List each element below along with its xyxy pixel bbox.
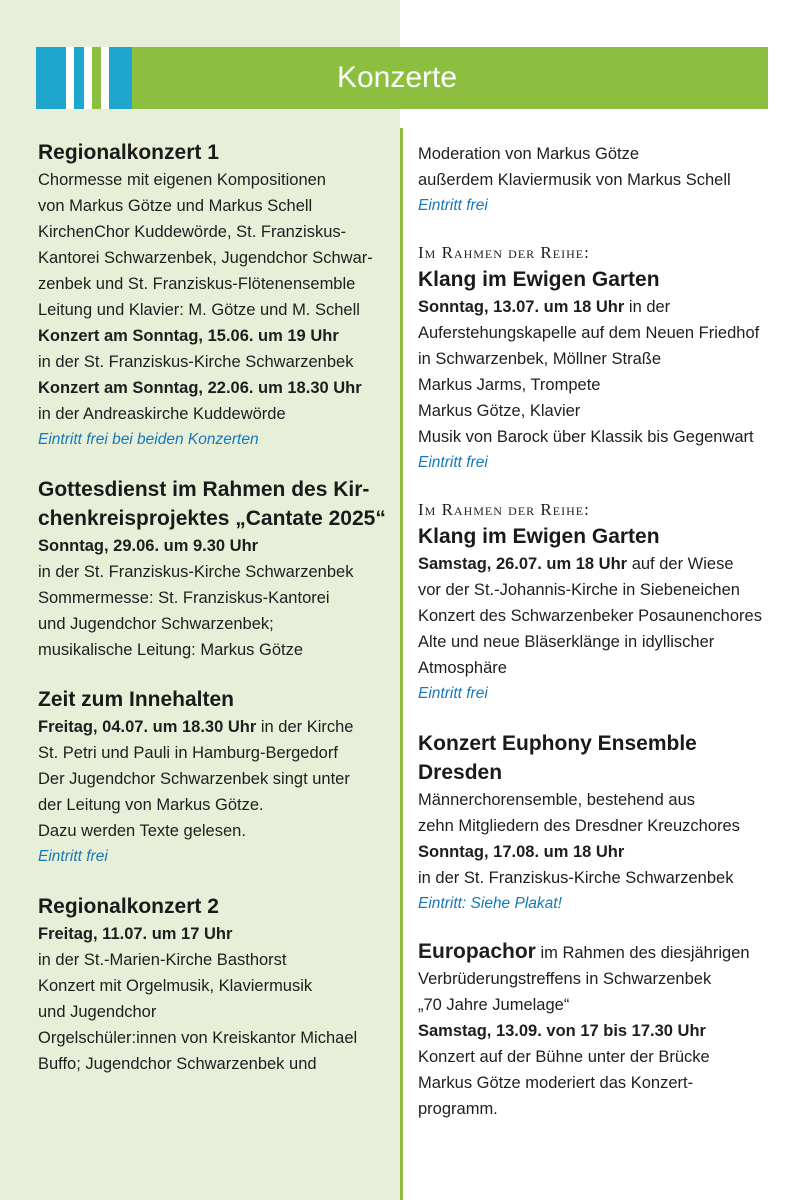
event-title: Konzert Euphony Ensemble Dresden bbox=[418, 732, 697, 784]
event-text: Orgelschüler:innen von Kreiskantor Michael bbox=[38, 1029, 358, 1047]
event-text: Leitung und Klavier: M. Götze und M. Schell bbox=[38, 301, 360, 319]
event-date: Freitag, 04.07. um 18.30 Uhr bbox=[38, 718, 257, 736]
admission-note: Eintritt frei bbox=[418, 685, 488, 702]
event-date: Samstag, 13.09. von 17 bis 17.30 Uhr bbox=[418, 1022, 706, 1040]
admission-note: Eintritt frei bei beiden Konzerten bbox=[38, 431, 259, 448]
event-text: Moderation von Markus Götze bbox=[418, 145, 640, 163]
event-text: Markus Jarms, Trompete bbox=[418, 376, 601, 394]
event-date: Samstag, 26.07. um 18 Uhr bbox=[418, 555, 628, 573]
event-date: Konzert am Sonntag, 15.06. um 19 Uhr bbox=[38, 327, 339, 345]
event-text: Männerchorensemble, bestehend aus bbox=[418, 791, 696, 809]
event-text: Buffo; Jugendchor Schwarzenbek und bbox=[38, 1055, 317, 1073]
event-title-line: chenkreisprojektes „Cantate 2025“ bbox=[38, 507, 386, 530]
event-klang-im-ewigen-garten-2 bbox=[418, 498, 778, 707]
header-stripe bbox=[109, 47, 132, 109]
event-text: programm. bbox=[418, 1100, 498, 1118]
event-text: Markus Götze, Klavier bbox=[418, 402, 581, 420]
event-text: Sommermesse: St. Franziskus-Kantorei bbox=[38, 589, 330, 607]
event-text: in Schwarzenbek, Möllner Straße bbox=[418, 350, 662, 368]
event-text: Konzert des Schwarzenbeker Posaunenchores bbox=[418, 607, 762, 625]
event-date: Freitag, 11.07. um 17 Uhr bbox=[38, 925, 233, 943]
event-text: in der St. Franziskus-Kirche Schwarzenbek bbox=[38, 563, 354, 581]
event-gottesdienst bbox=[38, 475, 388, 663]
event-date-line bbox=[38, 714, 388, 740]
event-zeit-zum-innehalten bbox=[38, 685, 388, 870]
event-euphony-ensemble bbox=[418, 729, 778, 917]
event-text: außerdem Klaviermusik von Markus Schell bbox=[418, 171, 731, 189]
event-text: St. Petri und Pauli in Hamburg-Bergedorf bbox=[38, 744, 338, 762]
column-divider bbox=[400, 128, 403, 1200]
event-text: Musik von Barock über Klassik bis Gegenwart bbox=[418, 428, 754, 446]
header-stripe bbox=[84, 47, 92, 109]
event-date: Sonntag, 29.06. um 9.30 Uhr bbox=[38, 537, 259, 555]
event-place: in der St. Franziskus-Kirche Schwarzenbek bbox=[418, 869, 734, 887]
event-title: Regionalkonzert 1 bbox=[38, 141, 219, 164]
event-title: Klang im Ewigen Garten bbox=[418, 268, 660, 291]
event-europachor bbox=[418, 939, 778, 1122]
event-text: „70 Jahre Jumelage“ bbox=[418, 996, 570, 1014]
event-text: Konzert mit Orgelmusik, Klaviermusik bbox=[38, 977, 313, 995]
event-title: Zeit zum Innehalten bbox=[38, 688, 235, 711]
event-text: Auferstehungskapelle auf dem Neuen Friedhof bbox=[418, 324, 760, 342]
event-text: musikalische Leitung: Markus Götze bbox=[38, 641, 304, 659]
header-stripe bbox=[92, 47, 101, 109]
event-text: und Jugendchor bbox=[38, 1003, 157, 1021]
event-text: Verbrüderungstreffens in Schwarzenbek bbox=[418, 970, 712, 988]
event-text: der Leitung von Markus Götze. bbox=[38, 796, 264, 814]
event-date-rest: auf der Wiese bbox=[627, 555, 734, 573]
header-stripe bbox=[36, 47, 66, 109]
event-title: Europachor bbox=[418, 940, 536, 963]
series-label: Im Rahmen der Reihe: bbox=[418, 243, 590, 262]
header-stripe bbox=[66, 47, 74, 109]
event-place: in der Andreaskirche Kuddewörde bbox=[38, 405, 286, 423]
event-text: KirchenChor Kuddewörde, St. Franziskus- bbox=[38, 223, 347, 241]
header-stripe bbox=[74, 47, 84, 109]
event-regionalkonzert-2 bbox=[38, 892, 388, 1077]
event-title-line bbox=[418, 939, 778, 966]
event-regionalkonzert-1 bbox=[38, 138, 388, 453]
admission-note: Eintritt frei bbox=[38, 848, 108, 865]
event-text: zenbek und St. Franziskus-Flötenensemble bbox=[38, 275, 356, 293]
event-date-line bbox=[418, 551, 778, 577]
event-text: Markus Götze moderiert das Konzert- bbox=[418, 1074, 694, 1092]
admission-note: Eintritt frei bbox=[418, 197, 488, 214]
series-label: Im Rahmen der Reihe: bbox=[418, 500, 590, 519]
event-date-rest: in der bbox=[624, 298, 671, 316]
page-title: Konzerte bbox=[336, 61, 458, 94]
event-title: Klang im Ewigen Garten bbox=[418, 525, 660, 548]
event-text: von Markus Götze und Markus Schell bbox=[38, 197, 313, 215]
event-title-rest: im Rahmen des diesjährigen bbox=[535, 944, 750, 962]
event-text: Kantorei Schwarzenbek, Jugendchor Schwar- bbox=[38, 249, 373, 267]
right-column bbox=[418, 141, 778, 1144]
event-text: zehn Mitgliedern des Dresdner Kreuzchores bbox=[418, 817, 740, 835]
event-title bbox=[38, 475, 388, 533]
header-stripe bbox=[101, 47, 109, 109]
event-title: Regionalkonzert 2 bbox=[38, 895, 219, 918]
left-column bbox=[38, 138, 388, 1099]
event-text: in der St.-Marien-Kirche Basthorst bbox=[38, 951, 287, 969]
event-date: Konzert am Sonntag, 22.06. um 18.30 Uhr bbox=[38, 379, 362, 397]
event-text: Chormesse mit eigenen Kompositionen bbox=[38, 171, 326, 189]
event-text: Konzert auf der Bühne unter der Brücke bbox=[418, 1048, 710, 1066]
event-text: Der Jugendchor Schwarzenbek singt unter bbox=[38, 770, 350, 788]
event-date: Sonntag, 17.08. um 18 Uhr bbox=[418, 843, 625, 861]
event-date: Sonntag, 13.07. um 18 Uhr bbox=[418, 298, 625, 316]
event-text: und Jugendchor Schwarzenbek; bbox=[38, 615, 274, 633]
event-date-line bbox=[418, 294, 778, 320]
event-klang-im-ewigen-garten-1 bbox=[418, 241, 778, 476]
admission-note: Eintritt: Siehe Plakat! bbox=[418, 895, 562, 912]
event-text: vor der St.-Johannis-Kirche in Siebeneichen bbox=[418, 581, 740, 599]
admission-note: Eintritt frei bbox=[418, 454, 488, 471]
event-continuation bbox=[418, 141, 778, 219]
event-text: Alte und neue Bläserklänge in idyllischer bbox=[418, 633, 715, 651]
event-date-rest: in der Kirche bbox=[256, 718, 354, 736]
event-text: Dazu werden Texte gelesen. bbox=[38, 822, 246, 840]
event-place: in der St. Franziskus-Kirche Schwarzenbek bbox=[38, 353, 354, 371]
event-title-line: Gottesdienst im Rahmen des Kir- bbox=[38, 478, 370, 501]
event-text: Atmosphäre bbox=[418, 659, 507, 677]
